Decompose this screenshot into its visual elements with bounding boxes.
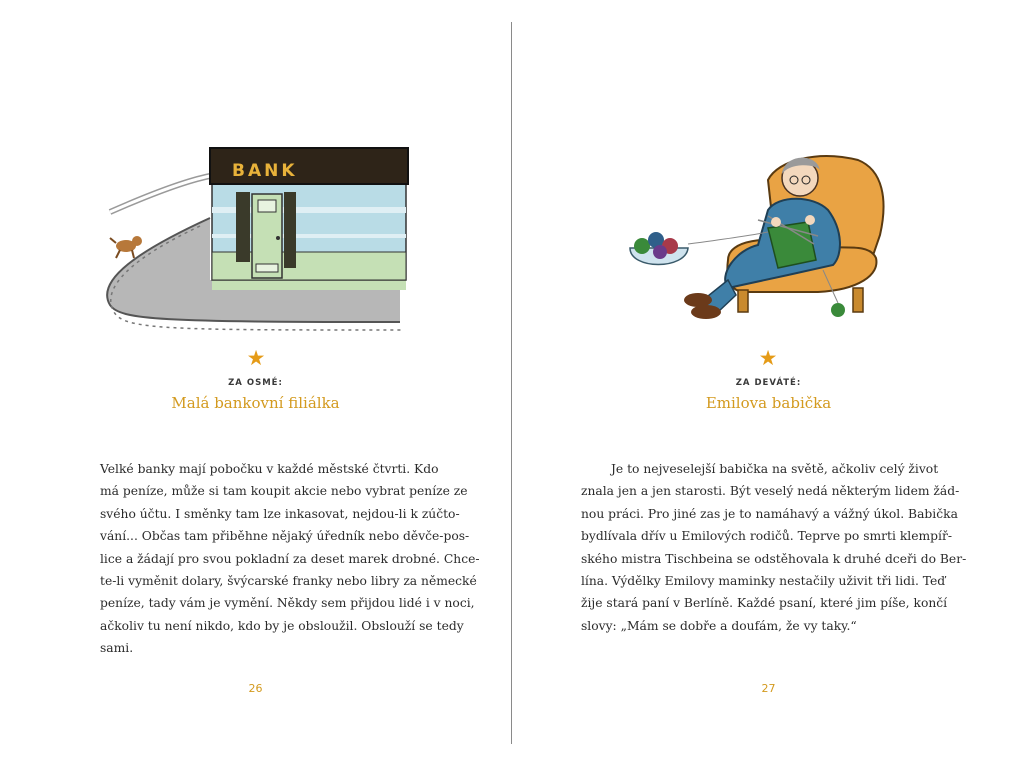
chapter-title: Emilova babička [705,394,832,412]
text-line: bydlívala dřív u Emilových rodičů. Teprve po smrti klempíř- [581,529,952,544]
page-number: 27 [761,682,776,695]
text-line: slovy: „Mám se dobře a doufám, že vy taky.“ [581,618,857,633]
chapter-title: Malá bankovní filiálka [171,394,340,412]
text-line: ačkoliv tu není nikdo, kdo by je obsloužil. Obslouží se tedy [100,618,464,633]
body-text [581,458,967,637]
body-text [100,458,480,660]
text-line: lína. Výdělky Emilovy maminky nestačily uživit tři lidi. Teď [581,574,946,589]
text-line: svého účtu. I směnky tam lze inkasovat, nejdou-li k zúčto- [100,506,460,521]
grandmother-illustration [618,140,898,325]
star-icon: ★ [758,346,778,370]
dog-figure [110,236,142,258]
text-line: znala jen a jen starosti. Být veselý nedá některým lidem žád- [581,484,960,499]
right-page [513,0,1024,768]
text-line: má peníze, může si tam koupit akcie nebo vybrat peníze ze [100,484,468,499]
text-line: Velké banky mají pobočku v každé městské čtvrti. Kdo [100,462,439,476]
text-line: Je to nejveselejší babička na světě, ačkoliv celý život [611,462,939,476]
page-number: 26 [248,682,263,695]
text-line: vání... Občas tam přiběhne nějaký úředník nebo děvče-pos- [100,529,470,544]
chapter-label: ZA DEVÁTÉ: [735,378,802,388]
left-page [0,0,511,768]
text-line: peníze, tady vám je vymění. Někdy sem přijdou lidé i v noci, [100,596,475,611]
bank-illustration [100,140,415,335]
book-spine [511,22,512,744]
bank-sign-text: BANK [232,161,298,181]
text-line: lice a žádají pro svou pokladní za deset marek drobné. Chce- [100,551,480,566]
text-line: žije stará paní v Berlíně. Každé psaní, které jim píše, končí [581,596,948,611]
star-icon: ★ [246,346,266,370]
text-line: sami. [100,641,134,656]
yarn-bowl [630,232,688,265]
text-line: nou práci. Pro jiné zas je to namáhavý a vážný úkol. Babička [581,506,958,521]
text-line: ského mistra Tischbeina se odstěhovala k druhé dceři do Ber- [581,551,967,566]
text-line: te-li vyměnit dolary, švýcarské franky nebo libry za německé [100,574,477,589]
chapter-label: ZA OSMÉ: [228,378,283,388]
